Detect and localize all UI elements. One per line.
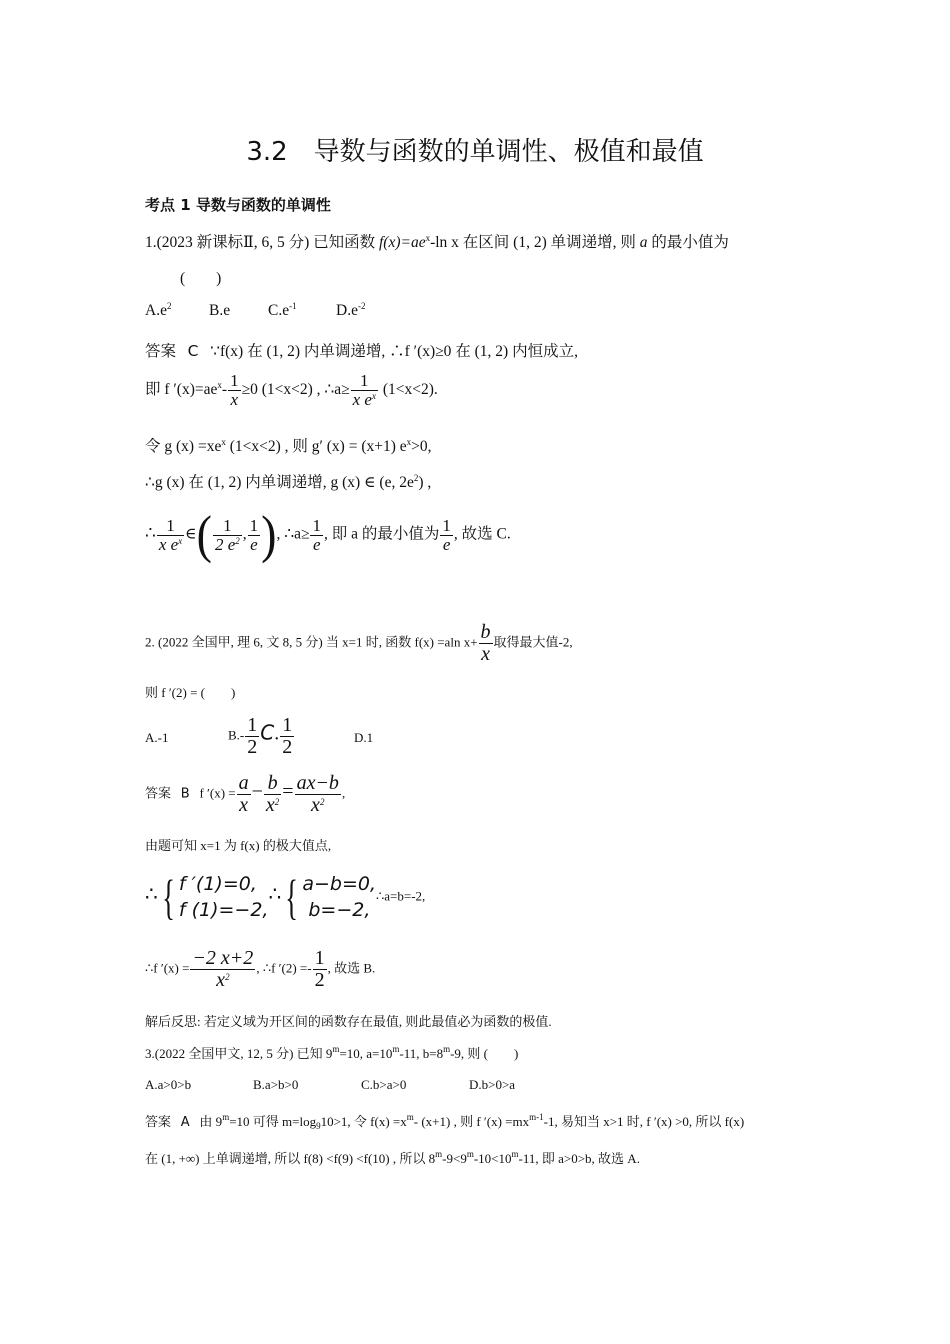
q1-answer-line (145, 339, 578, 361)
q1-sol-line-4: ∴g (x) 在 (1, 2) 内单调递增, g (x) ∈ (e, $2e^2$) , (145, 473, 432, 491)
q1-paren: ( ) (180, 270, 222, 287)
frac-b-over-x: $\frac{b}{x}$ (480, 621, 491, 665)
q2-sol-line-4: ∴f ′(x) = $\frac{-2 x+2}{x^2}$ , ∴f ′(2) =- $\frac{1}{2}$ , 故选 B. (145, 947, 376, 991)
frac-1-over-2: $\frac{1}{2}$ (247, 714, 258, 758)
system-1: f ′(1)=0, f (1)=−2, (178, 873, 269, 921)
q1-stem-b: f(x)=ae (378, 234, 426, 251)
frac-1-over-2e2: $\frac{1}{2 e^2}$ (214, 515, 240, 554)
q1-stem-e: 的最小值为 (647, 234, 729, 251)
q1-answer-letter: C (187, 342, 199, 360)
q1-stem (145, 230, 729, 252)
frac-1-over-2-b: $\frac{1}{2}$ (282, 714, 293, 758)
frac-1-over-xex: $\frac{1}{x e^x}$ (352, 371, 376, 409)
q1-stem-d: a (639, 234, 648, 251)
q3-option-a: A.a>0>b (145, 1077, 192, 1092)
q2-option-bc: B.- $\frac{1}{2}$ C. $\frac{1}{2}$ (228, 714, 293, 758)
q1-option-a: $A.e^2$ (145, 301, 172, 319)
frac-a-over-x: $\frac{a}{x}$ (238, 772, 249, 816)
q3-option-c: C.b>a>0 (361, 1077, 407, 1092)
q1-stem-c: -ln x 在区间 (1, 2) 单调递增, 则 (430, 234, 640, 251)
q2-stem: 2. (2022 全国甲, 理 6, 文 8, 5 分) 当 x=1 时, 函数 f(x) =aln x+ $\frac{b}{x}$ 取得最大值-2, (145, 621, 573, 665)
q1-stem-sup: x (425, 233, 431, 243)
q2-stem-2: 则 f ′(2) = ( ) (145, 685, 236, 700)
left-brace: { (161, 870, 175, 925)
system-2: a−b=0, b=−2, (302, 873, 377, 921)
q1-sol-line-1: ∵f(x) 在 (1, 2) 内单调递增, ∴f ′(x)≥0 在 (1, 2) 内恒成立, (210, 343, 578, 360)
q1-stem-a: 1.(2023 新课标Ⅱ, 6, 5 分) 已知函数 (145, 234, 379, 251)
frac-axb-over-x2: $\frac{ax-b}{x^2}$ (296, 772, 339, 816)
page-title: 3.2 导数与函数的单调性、极值和最值 (246, 137, 704, 167)
q1-sol-line-5: ∴ $\frac{1}{x e^x}$ ∈( $\frac{1}{2 e^2}$ , $\frac{1}{e}$ ), ∴a≥ $\frac{1}{e}$ , 即 a 的最小值为 $\frac{1}{e}$ , 故选 C. (145, 505, 511, 564)
left-brace-2: { (285, 870, 299, 925)
frac-1-over-2-c: $\frac{1}{2}$ (314, 947, 325, 991)
q1-answer-label: 答案 (145, 343, 177, 360)
q3-stem: 3.(2022 全国甲文, 12, 5 分) 已知 $9^m=10$, $a=10^m-11$, $b=8^m-9$, 则 ( ) (145, 1044, 519, 1061)
q3-option-b: B.a>b>0 (253, 1077, 299, 1092)
q1-sol-line-2: 即 f $'(x)=ae^x-$ $\frac{1}{x}$ ≥0 (1<x<2) , ∴a≥ $\frac{1}{x e^x}$ (1<x<2). (145, 371, 438, 409)
left-paren: ( (196, 505, 212, 564)
right-paren: ) (261, 505, 277, 564)
frac-b-over-x2: $\frac{b}{x^2}$ (265, 772, 280, 816)
q3-sol-line-2: 在 (1, +∞) 上单调递增, 所以 f(8) <f(9) <f(10) , 所以 $8^m-9<9^m-10<10^m-11$, 即 a>0>b, 故选 A. (145, 1149, 640, 1166)
q2-sol-line-2: 由题可知 x=1 为 f(x) 的极大值点, (145, 838, 332, 853)
q3-answer-line: 答案 A 由 $9^m=10$ 可得 $m=\log_910>1$, 令 $f(x) =x^m-$ (x+1) , 则 f $'(x) =mx^{m-1}-1$, 易知当 x>1 时, f ′(x) >0, 所以 f(x) (145, 1112, 745, 1131)
q1-option-c: $C.e^{-1}$ (268, 301, 297, 319)
q1-option-b: B.e (209, 302, 231, 319)
q2-option-a: A.-1 (145, 730, 169, 745)
q1-sol-line-3: 令 g $(x) =xe^x$ (1<x<2) , 则 g′ (x) = (x+1) $e^x>0$, (145, 437, 432, 455)
q2-reflection: 解后反思: 若定义域为开区间的函数存在最值, 则此最值必为函数的极值. (145, 1014, 552, 1029)
frac-fprime: $\frac{-2 x+2}{x^2}$ (192, 947, 254, 991)
frac-1-over-e-3: $\frac{1}{e}$ (442, 515, 451, 554)
frac-1-over-e-2: $\frac{1}{e}$ (312, 515, 321, 554)
frac-1-over-e: $\frac{1}{e}$ (249, 515, 259, 554)
section-heading-1: 考点 1 导数与函数的单调性 (145, 196, 331, 214)
q3-option-d: D.b>0>a (469, 1077, 516, 1092)
frac-1-over-x: $\frac{1}{x}$ (230, 371, 239, 409)
q2-option-d: D.1 (354, 730, 374, 745)
q1-option-d: $D.e^{-2}$ (336, 301, 366, 319)
frac-1-over-xex-2: $\frac{1}{x e^x}$ (158, 515, 183, 554)
q2-sol-system: ∴{ f ′(1)=0, f (1)=−2, ∴{ a−b=0, b=−2, ∴a=b=-2, (145, 870, 426, 925)
q2-answer-line: 答案 B f ′(x) = $\frac{a}{x}$ − $\frac{b}{x^2}$ = $\frac{ax-b}{x^2}$ , (145, 772, 346, 816)
